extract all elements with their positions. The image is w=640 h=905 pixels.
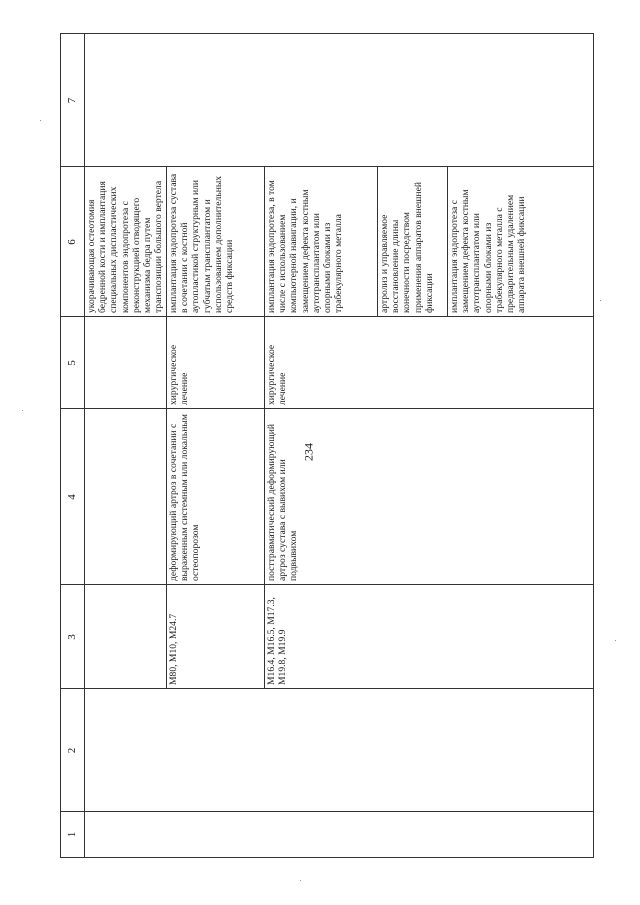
method-cell: имплантация эндопротеза сустава в сочетании с костной аутопластикой структурным или губчатым трансплантатом и использованием дополнительных средств фиксации <box>168 173 236 313</box>
method-cell: имплантация эндопротеза, в том числе с использованием компьютерной навигации, и замещением дефекта костным аутотрансплантатом или опорными блоками из трабекулярного металла <box>266 180 345 313</box>
medical-procedures-table <box>60 33 594 858</box>
scan-speck <box>300 880 301 881</box>
column-header-7: 7 <box>66 97 78 104</box>
method-cell: укорачивающая остеотомия бедренной кости и имплантация специальных диспластических компонентов эндопротеза с реконструкцией отводящего механизма бедра путем транспозиции большого вертела <box>86 180 165 313</box>
scan-speck <box>600 300 601 301</box>
scan-speck <box>40 120 41 121</box>
column-header-3: 3 <box>66 634 78 640</box>
column-header-1: 1 <box>66 831 78 838</box>
scan-speck <box>615 640 616 641</box>
column-header-5: 5 <box>66 360 78 366</box>
page-number: 234 <box>301 443 316 461</box>
treatment-type-cell: хирургическое лечение <box>168 344 191 405</box>
method-cell: имплантация эндопротеза с замещением дефекта костным аутотрансплантатом или опорными блоками из трабекулярного металла с предварительным удалением аппарата внешней фиксации <box>449 189 528 313</box>
column-divider <box>61 811 593 812</box>
diagnosis-cell: деформирующий артроз в сочетании с выраженным системным или локальным остеопорозом <box>168 414 202 581</box>
icd-codes-cell: M80, M10, M24.7 <box>168 613 179 685</box>
rotated-table-stage <box>60 33 594 858</box>
header-separator <box>84 34 85 857</box>
column-header-2: 2 <box>66 747 78 754</box>
treatment-type-cell: хирургическое лечение <box>266 344 289 405</box>
column-header-6: 6 <box>66 239 78 245</box>
column-header-4: 4 <box>66 494 78 500</box>
method-cell: артролиз и управляемое восстановление длины конечности посредством применения аппаратов внешней фиксации <box>379 182 435 313</box>
diagnosis-cell: посттравматический деформирующий артроз сустава с вывихом или подвывихом <box>266 423 300 581</box>
icd-codes-cell: M16.4, M16.5, M17.3, M19.8, M19.9 <box>266 597 289 685</box>
scan-speck <box>22 410 23 411</box>
